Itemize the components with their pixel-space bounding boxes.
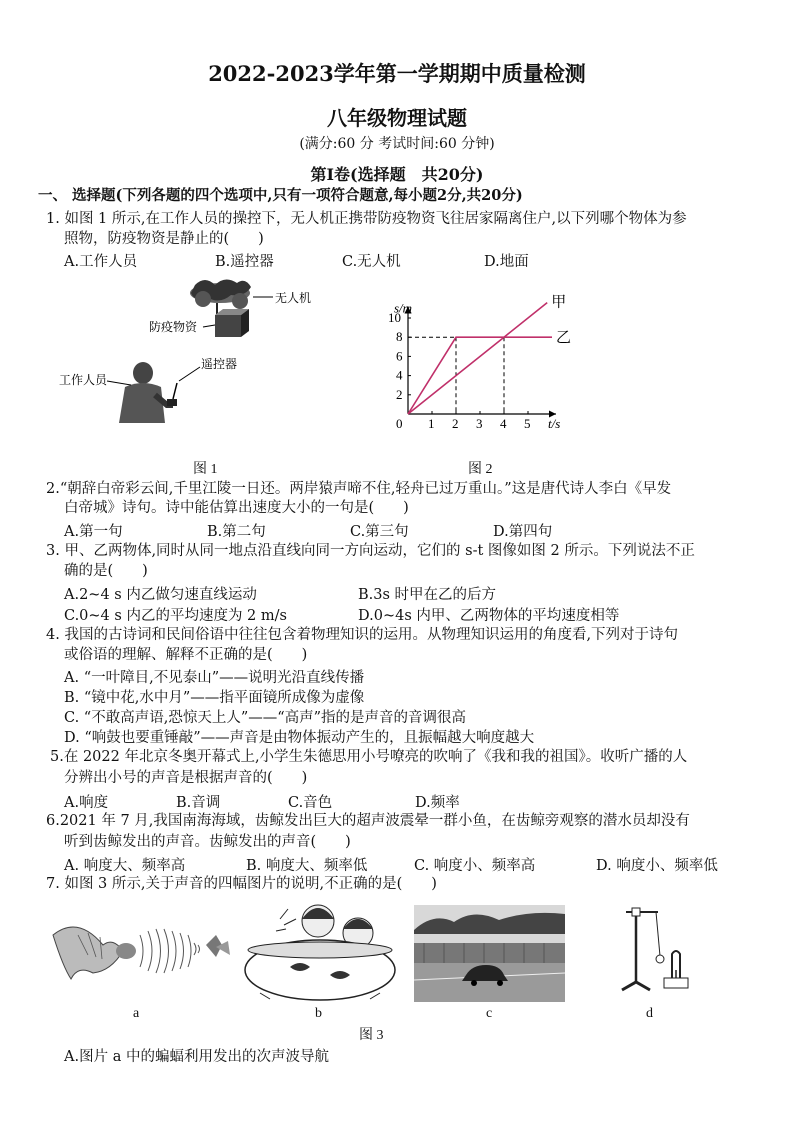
figure-3d <box>612 900 692 1000</box>
figure-3b-label: b <box>315 1006 322 1021</box>
q5-option-a: A.响度 <box>64 795 109 811</box>
q1-option-d: D.地面 <box>484 254 529 270</box>
origin-label: 0 <box>396 416 403 431</box>
q3-option-a: A.2~4 s 内乙做匀速直线运动 <box>64 587 257 603</box>
q6-option-b: B. 响度大、频率低 <box>246 858 368 874</box>
series-label-yi: 乙 <box>556 328 572 347</box>
figure-3a <box>48 905 238 1000</box>
figure-2-caption: 图 2 <box>468 462 493 477</box>
children-fish-bowl-icon <box>240 895 400 1003</box>
q6-line1: 6.2021 年 7 月,我国南海海域，齿鲸发出巨大的超声波震晕一群小鱼，在齿鲸旁观察的潜水员却没有 <box>46 813 690 829</box>
q1-option-a: A.工作人员 <box>64 254 138 270</box>
q3-option-b: B.3s 时甲在乙的后方 <box>358 587 497 603</box>
x-tick-label: 5 <box>524 416 531 431</box>
series-line-jia <box>408 303 547 414</box>
q1-option-c: C.无人机 <box>342 254 401 270</box>
figure-3b <box>240 895 400 1003</box>
q6-option-d: D. 响度小、频率低 <box>596 858 718 874</box>
y-tick-label: 10 <box>388 310 401 325</box>
y-tick-label: 6 <box>396 348 403 364</box>
figure-3a-label: a <box>133 1006 140 1021</box>
q1-option-b: B.遥控器 <box>215 254 274 270</box>
label-drone: 无人机 <box>275 291 312 305</box>
highway-barrier-icon <box>414 905 565 1002</box>
q6-option-c: C. 响度小、频率高 <box>414 858 536 874</box>
figure-2-chart <box>370 290 590 440</box>
q3-option-c: C.0~4 s 内乙的平均速度为 2 m/s <box>64 608 287 624</box>
q4-option-a: A. “一叶障目,不见泰山”——说明光沿直线传播 <box>64 670 365 686</box>
q2-option-b: B.第二句 <box>207 524 266 540</box>
q6-line2: 听到齿鲸发出的声音。齿鲸发出的声音( ) <box>64 834 351 850</box>
figure-3d-label: d <box>646 1006 653 1021</box>
q7-option-a: A.图片 a 中的蝙蝠利用发出的次声波导航 <box>64 1049 329 1065</box>
q2-option-a: A.第一句 <box>64 524 123 540</box>
q1-line1: 1. 如图 1 所示,在工作人员的操控下，无人机正携带防疫物资飞往居家隔离住户,以下列哪个物体为参 <box>46 211 687 227</box>
figure-3-caption: 图 3 <box>359 1028 384 1043</box>
exam-info: (满分:60 分 考试时间:60 分钟) <box>299 136 495 152</box>
st-graph <box>370 290 590 440</box>
figure-3c <box>414 905 565 1002</box>
x-tick-label: 1 <box>428 416 435 431</box>
q2-line1: 2.“朝辞白帝彩云间,千里江陵一日还。两岸猿声啼不住,轻舟已过万重山。”这是唐代诗人李白《早发 <box>46 481 672 497</box>
label-remote: 遥控器 <box>201 357 238 371</box>
q5-line2: 分辨出小号的声音是根据声音的( ) <box>64 770 308 786</box>
exam-subtitle: 八年级物理试题 <box>327 106 467 130</box>
q7-line1: 7. 如图 3 所示,关于声音的四幅图片的说明,不正确的是( ) <box>46 876 437 892</box>
y-tick-label: 4 <box>396 367 403 383</box>
q2-option-c: C.第三句 <box>350 524 409 540</box>
series-label-jia: 甲 <box>551 292 567 311</box>
y-tick-label: 2 <box>396 386 403 402</box>
q4-option-b: B. “镜中花,水中月”——指平面镜所成像为虚像 <box>64 690 365 706</box>
q5-line1: 5.在 2022 年北京冬奥开幕式上,小学生朱德思用小号嘹亮的吹响了《我和我的祖国》。收听广播的人 <box>50 749 688 765</box>
label-supplies: 防疫物资 <box>149 320 198 334</box>
x-tick-label: 3 <box>476 416 483 431</box>
figure-1-caption: 图 1 <box>193 462 218 477</box>
q2-line2: 白帝城》诗句。诗中能估算出速度大小的一句是( ) <box>64 500 409 516</box>
q5-option-b: B.音调 <box>176 795 221 811</box>
y-tick-label: 8 <box>396 329 403 345</box>
bat-icon <box>48 905 238 1000</box>
exam-title: 2022-2023学年第一学期期中质量检测 <box>208 61 586 86</box>
q3-option-d: D.0~4s 内甲、乙两物体的平均速度相等 <box>358 608 620 624</box>
figure-1 <box>55 275 345 425</box>
x-axis-label: t/s <box>548 416 561 431</box>
q2-option-d: D.第四句 <box>493 524 553 540</box>
q6-option-a: A. 响度大、频率高 <box>64 858 186 874</box>
part-title: 第Ⅰ卷(选择题 共20分) <box>310 165 484 184</box>
x-tick-label: 4 <box>500 416 507 431</box>
q1-line2: 照物，防疫物资是静止的( ) <box>64 231 264 247</box>
figure-3c-label: c <box>486 1006 493 1021</box>
q3-line1: 3. 甲、乙两物体,同时从同一地点沿直线向同一方向运动，它们的 s-t 图像如图 2 所示。下列说法不正 <box>46 543 695 559</box>
q4-line2: 或俗语的理解、解释不正确的是( ) <box>64 647 308 663</box>
supplies-box-icon <box>215 309 249 337</box>
worker-icon <box>119 362 177 423</box>
moth-icon <box>194 935 230 957</box>
series-line-yi <box>408 337 552 414</box>
y-axis-label: s/m <box>394 300 413 316</box>
section-heading: 一、 选择题(下列各题的四个选项中,只有一项符合题意,每小题2分,共20分) <box>38 187 523 204</box>
drone-delivery-illustration <box>55 275 345 425</box>
q4-option-d: D. “响鼓也要重锤敲”——声音是由物体振动产生的，且振幅越大响度越大 <box>64 730 535 746</box>
q5-option-c: C.音色 <box>288 795 333 811</box>
q4-line1: 4. 我国的古诗词和民间俗语中往往包含着物理知识的运用。从物理知识运用的角度看,下列对于诗句 <box>46 627 679 643</box>
tuning-fork-pendulum-icon <box>612 900 692 1000</box>
q3-line2: 确的是( ) <box>64 563 148 579</box>
q5-option-d: D.频率 <box>415 795 460 811</box>
q4-option-c: C. “不敢高声语,恐惊天上人”——“高声”指的是声音的音调很高 <box>64 710 467 726</box>
label-worker: 工作人员 <box>59 373 108 387</box>
x-tick-label: 2 <box>452 416 459 431</box>
